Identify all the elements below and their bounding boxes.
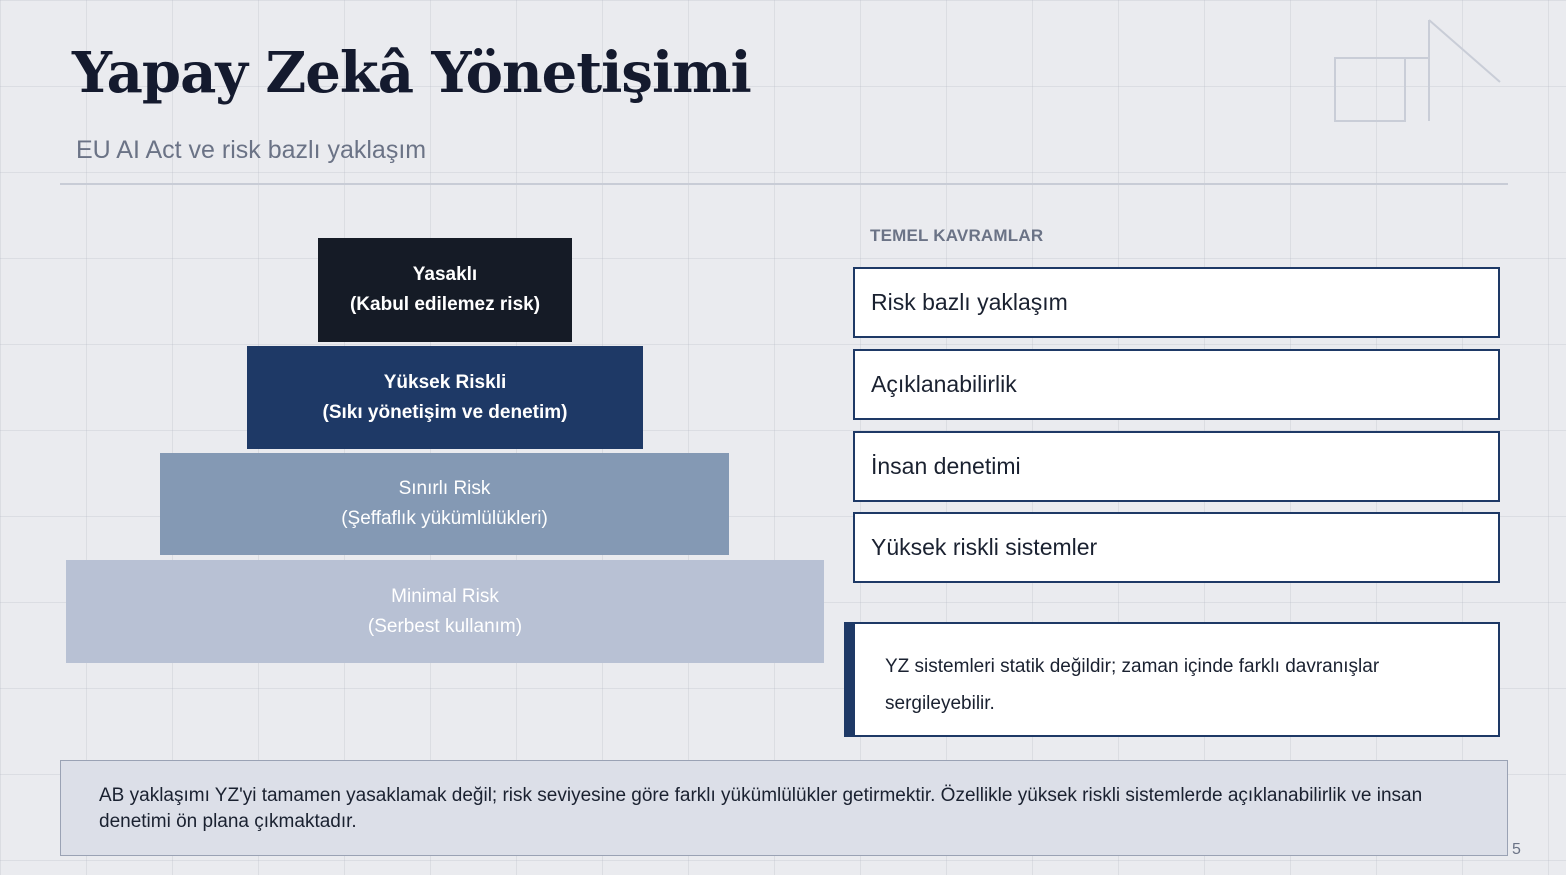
concept-risk-based-approach: Risk bazlı yaklaşım [853,267,1500,338]
slide-subtitle: EU AI Act ve risk bazlı yaklaşım [76,136,427,164]
concept-human-oversight: İnsan denetimi [853,431,1500,502]
tier-detail: (Sıkı yönetişim ve denetim) [322,401,568,423]
note-box: YZ sistemleri statik değildir; zaman içinde farklı davranışlar sergileyebilir. [844,622,1500,737]
pyramid-tier-high-risk [247,346,643,449]
header-divider [60,183,1508,185]
page-number: 5 [1512,841,1521,858]
pyramid-tier-prohibited [318,238,572,342]
pyramid-tier-minimal-risk [66,560,824,663]
tier-detail: (Serbest kullanım) [367,615,523,637]
concept-high-risk-systems: Yüksek riskli sistemler [853,512,1500,583]
summary-box: AB yaklaşımı YZ'yi tamamen yasaklamak değil; risk seviyesine göre farklı yükümlülükler getirmektir. Özellikle yüksek riskli sistemlerde açıklanabilirlik ve insan denetimi ön plana çıkmaktadır. [60,760,1508,856]
tier-detail: (Şeffaflık yükümlülükleri) [341,508,548,529]
concepts-label: TEMEL KAVRAMLAR [870,226,1044,245]
tier-detail: (Kabul edilemez risk) [349,294,541,315]
corner-decoration [1330,16,1505,126]
pyramid-tier-limited-risk [160,453,729,555]
tier-name: Minimal Risk [391,585,499,607]
tier-name: Yasaklı [412,264,478,285]
tier-name: Sınırlı Risk [398,478,491,499]
slide-title: Yapay Zekâ Yönetişimi [72,40,751,106]
tier-name: Yüksek Riskli [383,371,507,393]
concept-explainability: Açıklanabilirlik [853,349,1500,420]
